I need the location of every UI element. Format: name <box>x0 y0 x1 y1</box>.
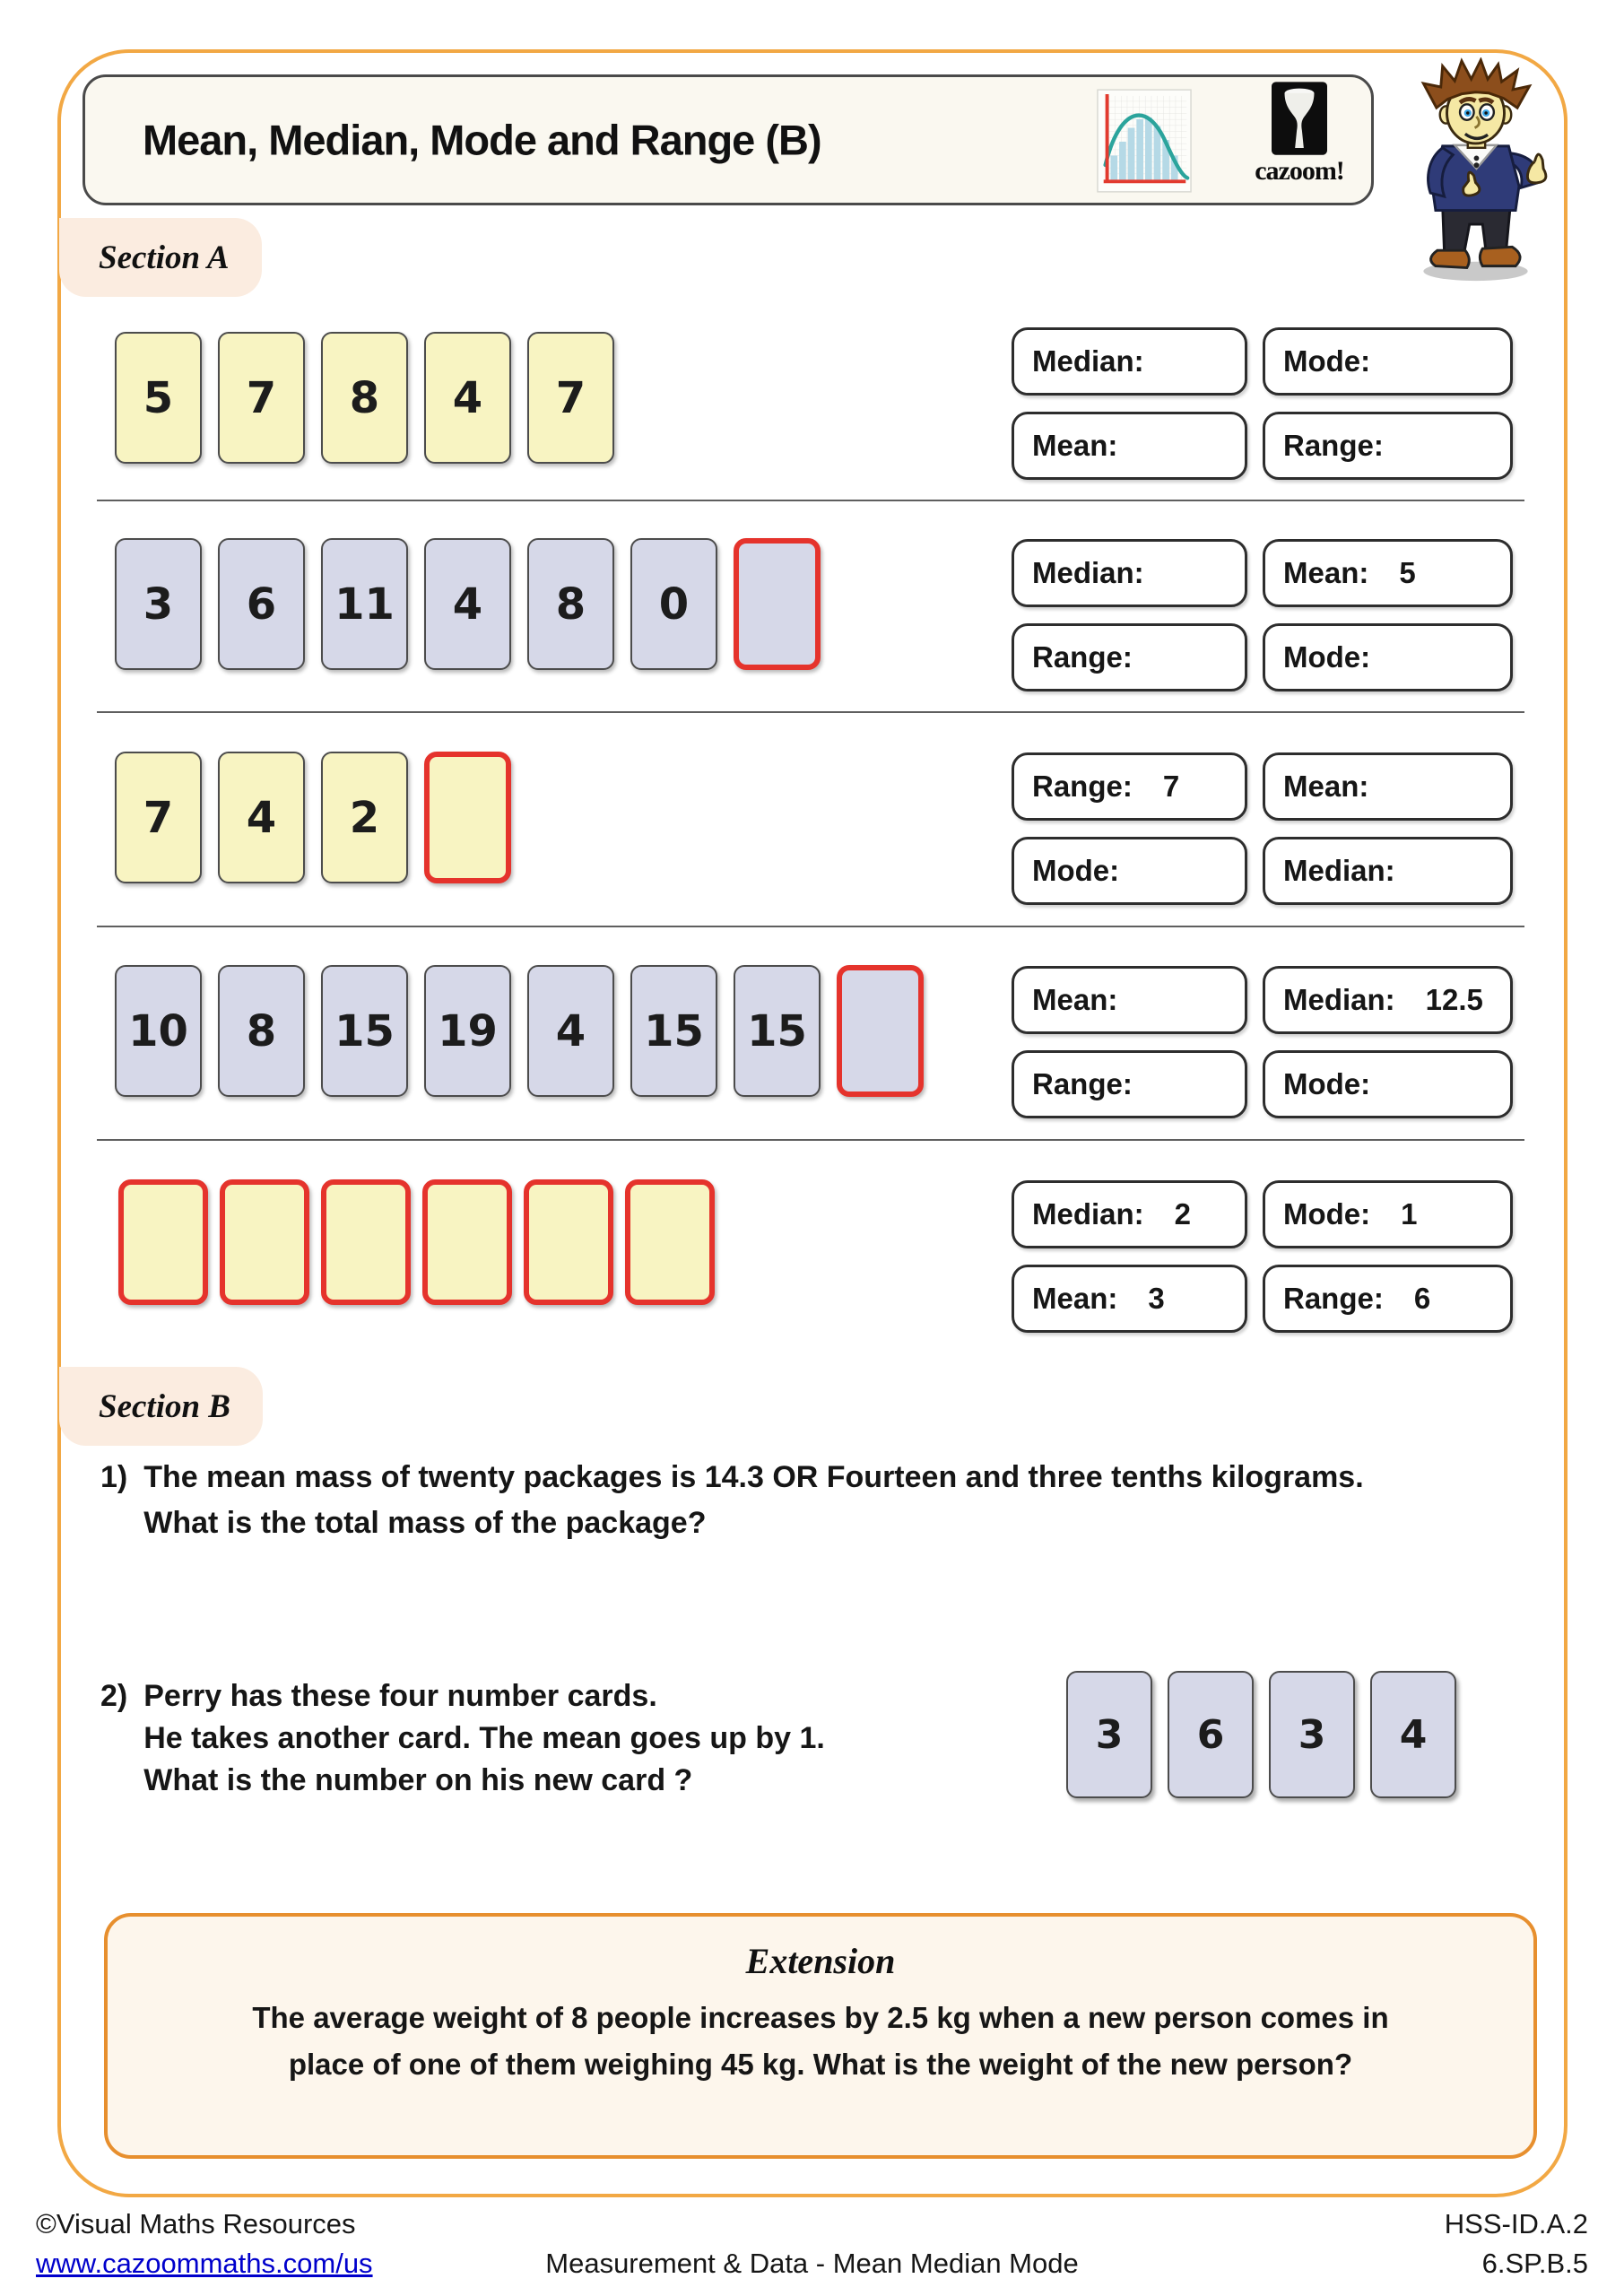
number-card: 4 <box>527 965 614 1097</box>
number-card: 15 <box>734 965 821 1097</box>
answer-box-range[interactable]: Range: <box>1012 623 1247 691</box>
number-card: 4 <box>1370 1671 1456 1798</box>
mascot-boy-thumbs-up <box>1388 57 1563 283</box>
answer-box-median[interactable]: Median: 2 <box>1012 1180 1247 1248</box>
answer-box-mode[interactable]: Mode: <box>1263 1050 1513 1118</box>
answer-box-mode[interactable]: Mode: 1 <box>1263 1180 1513 1248</box>
number-card: 7 <box>218 332 305 464</box>
answer-box-range[interactable]: Range: <box>1263 412 1513 480</box>
section-b-label-text: Section B <box>99 1387 230 1425</box>
answer-value: 7 <box>1162 770 1180 803</box>
footer-standard-code-2: 6.SP.B.5 <box>1481 2248 1588 2279</box>
cazoom-logo <box>1237 82 1362 187</box>
answer-box-median[interactable]: Median: <box>1012 327 1247 396</box>
number-card: 11 <box>321 538 408 670</box>
number-card: 4 <box>424 332 511 464</box>
row-divider <box>97 1139 1524 1141</box>
answer-box-range[interactable]: Range: 7 <box>1012 752 1247 821</box>
section-a-label-text: Section A <box>99 239 230 276</box>
question-1-line-1: The mean mass of twenty packages is 14.3 OR Fourteen and three tenths kilograms. <box>143 1460 1364 1494</box>
number-card: 7 <box>115 752 202 883</box>
answer-box-range[interactable]: Range: <box>1012 1050 1247 1118</box>
answer-box-mean[interactable]: Mean: 5 <box>1263 539 1513 607</box>
number-card: 10 <box>115 965 202 1097</box>
number-card: 8 <box>527 538 614 670</box>
number-card: 0 <box>630 538 717 670</box>
question-1-number: 1) <box>100 1460 128 1494</box>
number-card: 6 <box>1168 1671 1254 1798</box>
question-1 <box>100 1455 1364 1546</box>
answer-value: 5 <box>1399 556 1416 589</box>
number-card: 8 <box>321 332 408 464</box>
answer-box-mode[interactable]: Mode: <box>1012 837 1247 905</box>
question-2-line-2: He takes another card. The mean goes up by 1. <box>143 1721 825 1755</box>
footer-copyright: ©Visual Maths Resources <box>36 2208 356 2239</box>
blank-card[interactable] <box>424 752 511 883</box>
number-card: 3 <box>1269 1671 1355 1798</box>
blank-card[interactable] <box>837 965 924 1097</box>
number-card: 7 <box>527 332 614 464</box>
blank-card[interactable] <box>524 1179 613 1305</box>
blank-card[interactable] <box>625 1179 715 1305</box>
number-card: 15 <box>630 965 717 1097</box>
extension-box <box>104 1913 1537 2159</box>
answer-grid-1 <box>1012 327 1513 480</box>
section-b-label <box>59 1367 263 1446</box>
card-row-4 <box>115 965 924 1097</box>
histogram-bell-curve-icon <box>1097 88 1192 194</box>
question-2-number: 2) <box>100 1679 128 1713</box>
blank-card[interactable] <box>220 1179 309 1305</box>
question-1-line-2: What is the total mass of the package? <box>143 1506 707 1540</box>
answer-value: 1 <box>1401 1197 1418 1231</box>
answer-value: 2 <box>1174 1197 1192 1231</box>
number-card: 4 <box>424 538 511 670</box>
number-card: 5 <box>115 332 202 464</box>
section-a-label <box>59 218 262 297</box>
cazoom-logo-text: cazoom! <box>1255 156 1344 186</box>
blank-card[interactable] <box>118 1179 208 1305</box>
answer-box-range[interactable]: Range: 6 <box>1263 1265 1513 1333</box>
answer-box-median[interactable]: Median: 12.5 <box>1263 966 1513 1034</box>
page-title: Mean, Median, Mode and Range (B) <box>143 116 821 164</box>
number-card: 15 <box>321 965 408 1097</box>
answer-value: 12.5 <box>1425 983 1483 1016</box>
number-card: 3 <box>1066 1671 1152 1798</box>
question-2 <box>100 1675 825 1802</box>
footer-topic: Measurement & Data - Mean Median Mode <box>545 2248 1079 2279</box>
answer-box-median[interactable]: Median: <box>1012 539 1247 607</box>
number-card: 19 <box>424 965 511 1097</box>
number-card: 4 <box>218 752 305 883</box>
footer-website-link[interactable]: www.cazoommaths.com/us <box>36 2248 373 2279</box>
extension-line-1: The average weight of 8 people increases by 2.5 kg when a new person comes in <box>252 2001 1389 2034</box>
footer-standard-code-1: HSS-ID.A.2 <box>1444 2208 1588 2239</box>
answer-grid-5 <box>1012 1180 1513 1333</box>
question-2-cards <box>1066 1671 1456 1798</box>
number-card: 3 <box>115 538 202 670</box>
number-card: 6 <box>218 538 305 670</box>
title-box <box>83 74 1374 205</box>
blank-card[interactable] <box>734 538 821 670</box>
answer-grid-2 <box>1012 539 1513 691</box>
card-row-1 <box>115 332 614 464</box>
answer-box-median[interactable]: Median: <box>1263 837 1513 905</box>
answer-box-mode[interactable]: Mode: <box>1263 623 1513 691</box>
row-divider <box>97 926 1524 927</box>
question-2-line-3: What is the number on his new card ? <box>143 1763 693 1797</box>
number-card: 8 <box>218 965 305 1097</box>
answer-box-mode[interactable]: Mode: <box>1263 327 1513 396</box>
answer-value: 6 <box>1413 1282 1431 1315</box>
answer-grid-4 <box>1012 966 1513 1118</box>
card-row-3 <box>115 752 511 883</box>
answer-box-mean[interactable]: Mean: <box>1263 752 1513 821</box>
answer-box-mean[interactable]: Mean: <box>1012 966 1247 1034</box>
extension-title: Extension <box>745 1941 896 1981</box>
answer-box-mean[interactable]: Mean: <box>1012 412 1247 480</box>
number-card: 2 <box>321 752 408 883</box>
blank-card[interactable] <box>321 1179 411 1305</box>
card-row-2 <box>115 538 821 670</box>
answer-value: 3 <box>1148 1282 1165 1315</box>
blank-card[interactable] <box>422 1179 512 1305</box>
answer-box-mean[interactable]: Mean: 3 <box>1012 1265 1247 1333</box>
row-divider <box>97 711 1524 713</box>
answer-grid-3 <box>1012 752 1513 905</box>
djembe-drum-icon <box>1272 82 1327 155</box>
card-row-5 <box>118 1179 715 1305</box>
row-divider <box>97 500 1524 501</box>
question-2-line-1: Perry has these four number cards. <box>143 1679 657 1713</box>
extension-line-2: place of one of them weighing 45 kg. What is the weight of the new person? <box>288 2048 1353 2081</box>
